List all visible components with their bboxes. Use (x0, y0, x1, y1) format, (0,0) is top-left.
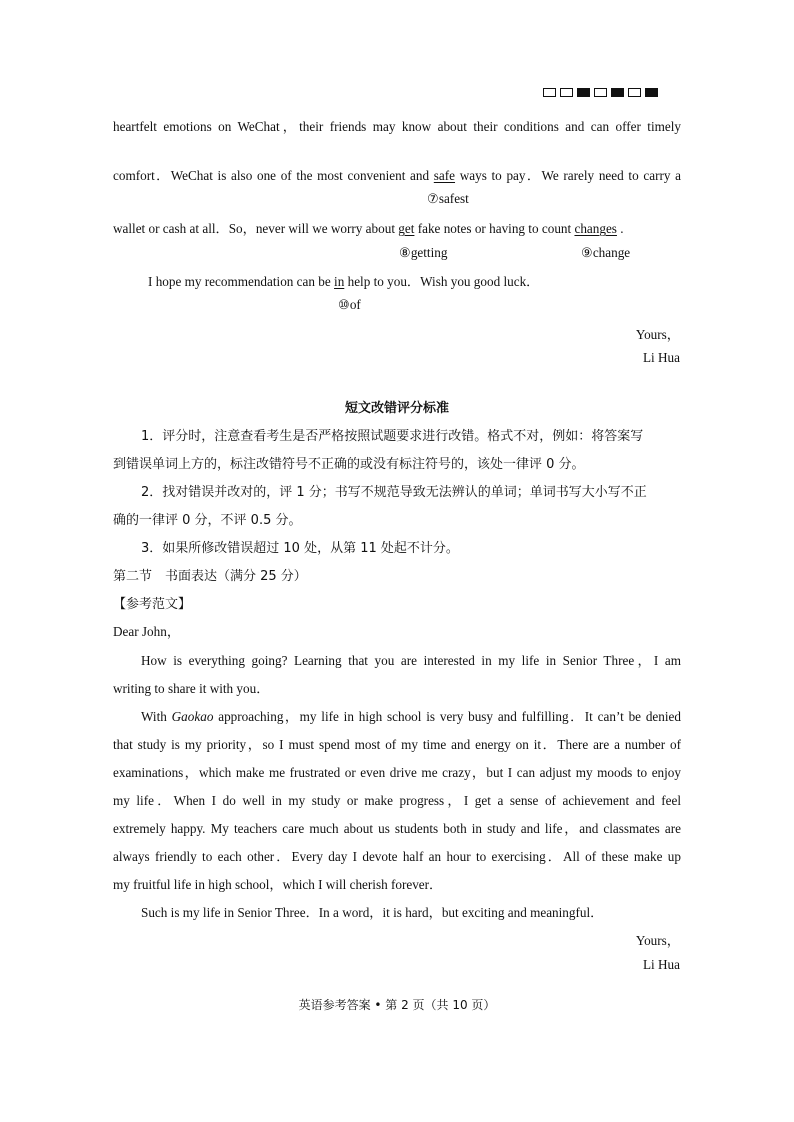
correction-signature: Li Hua (643, 350, 680, 365)
correction-fix-7: ⑦safest (427, 191, 469, 206)
letter-signature: Li Hua (643, 957, 680, 972)
correction-fix-10: ⑩of (338, 297, 361, 312)
error-word-8: get (398, 221, 415, 236)
criteria-item-1-line-1: 1．评分时，注意查看考生是否严格按照试题要求进行改错。格式不对，例如：将答案写 (141, 429, 644, 444)
criteria-item-3: 3．如果所修改错误超过 10 处，从第 11 处起不计分。 (141, 541, 459, 556)
gaokao-italic: Gaokao (171, 709, 214, 724)
header-mark (594, 88, 607, 97)
sample-label: 【参考范文】 (113, 597, 192, 612)
page-footer: 英语参考答案 • 第 2 页（共 10 页） (298, 998, 496, 1012)
letter-p1-line-1: How is everything going? Learning that you are interested in my life in Senior Three，I am (141, 653, 681, 668)
letter-p2-line-6: always friendly to each other．Every day I devote half an hour to exercising．All of these make up (113, 849, 681, 864)
letter-p2-line-3: examinations，which make me frustrated or even drive me crazy，but I can adjust my moods to enjoy (113, 765, 681, 780)
error-word-10: in (334, 274, 345, 289)
letter-p1-line-2: writing to share it with you． (113, 681, 270, 696)
header-mark (611, 88, 624, 97)
letter-p2-line-4: my life．When I do well in my study or make progress，I get a sense of achievement and feel (113, 793, 681, 808)
error-word-7: safe (433, 168, 456, 183)
header-mark (543, 88, 556, 97)
header-marks (543, 88, 658, 97)
header-mark (577, 88, 590, 97)
letter-p2-line-7: my fruitful life in high school，which I will cherish forever． (113, 877, 443, 892)
error-word-9: changes (574, 221, 617, 236)
correction-fix-8: ⑧getting (399, 245, 448, 260)
correction-line-1: heartfelt emotions on WeChat，their friends may know about their conditions and can offer timely (113, 119, 681, 134)
correction-line-2: comfort．WeChat is also one of the most convenient and safe ways to pay．We rarely need to carry a (113, 168, 681, 183)
criteria-item-2-line-1: 2．找对错误并改对的，评 1 分；书写不规范导致无法辨认的单词；单词书写大小写不正 (141, 485, 647, 500)
section-heading: 第二节 书面表达（满分 25 分） (113, 569, 307, 584)
criteria-title: 短文改错评分标准 (344, 401, 449, 416)
letter-p2-line-5: extremely happy. My teachers care much about us students both in study and life，and classmates are (113, 821, 681, 836)
letter-p3: Such is my life in Senior Three．In a word，it is hard，but exciting and meaningful． (141, 905, 604, 920)
correction-line-4: I hope my recommendation can be in help to you．Wish you good luck． (148, 274, 540, 289)
criteria-item-2-line-2: 确的一律评 0 分，不评 0.5 分。 (113, 513, 302, 528)
letter-p2-line-1: With Gaokao approaching，my life in high school is very busy and fulfilling．It can’t be denied (141, 709, 681, 724)
correction-line-3: wallet or cash at all．So，never will we worry about get fake notes or having to count changes . (113, 221, 624, 236)
letter-p2-line-2: that study is my priority，so I must spend most of my time and energy on it．There are a number of (113, 737, 681, 752)
correction-closing: Yours， (635, 327, 680, 342)
header-mark (645, 88, 658, 97)
criteria-item-1-line-2: 到错误单词上方的，标注改错符号不正确的或没有标注符号的，该处一律评 0 分。 (113, 457, 585, 472)
letter-greeting: Dear John， (113, 624, 181, 639)
header-mark (628, 88, 641, 97)
letter-closing: Yours， (635, 933, 680, 948)
correction-fix-9: ⑨change (581, 245, 631, 260)
header-mark (560, 88, 573, 97)
